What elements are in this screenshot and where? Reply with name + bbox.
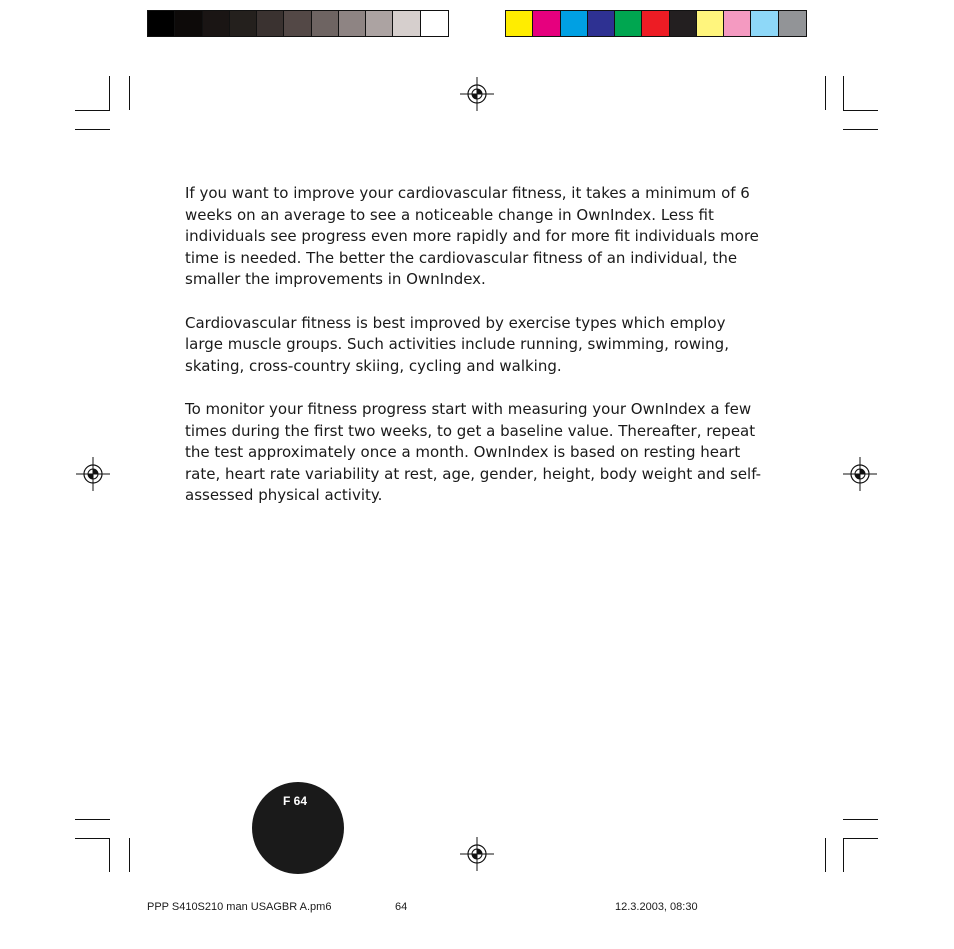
paragraph: To monitor your fitness progress start with measuring your OwnIndex a few times during the first two weeks, to get a baseline value. Thereafter, repeat the test approximately once a month. OwnIndex is based on resting heart rate, heart rate variability at rest, age, gender, height, body weight and self-assessed physical activity. xyxy=(185,399,762,505)
gray-swatch xyxy=(203,11,230,36)
footer-filename: PPP S410S210 man USAGBR A.pm6 xyxy=(147,901,332,913)
registration-mark-icon xyxy=(460,837,494,871)
color-swatch xyxy=(588,11,615,36)
gray-swatch xyxy=(366,11,393,36)
gray-swatch xyxy=(312,11,339,36)
gray-swatch xyxy=(284,11,311,36)
color-swatch xyxy=(561,11,588,36)
crop-mark xyxy=(75,838,110,839)
crop-mark xyxy=(109,76,110,110)
crop-mark xyxy=(129,838,130,872)
crop-mark xyxy=(75,129,110,130)
crop-mark xyxy=(843,838,878,839)
crop-mark xyxy=(825,838,826,872)
crop-mark xyxy=(843,76,844,110)
crop-mark xyxy=(825,76,826,110)
color-swatch xyxy=(779,11,806,36)
paragraph: If you want to improve your cardiovascular fitness, it takes a minimum of 6 weeks on an average to see a noticeable change in OwnIndex. Less fit individuals see progress even more rapidly and for more fit individuals more time is needed. The better the cardiovascular fitness of an individual, the smaller the improvements in OwnIndex. xyxy=(185,184,759,289)
gray-swatch xyxy=(175,11,202,36)
gray-swatch xyxy=(230,11,257,36)
color-swatch xyxy=(615,11,642,36)
crop-mark xyxy=(75,110,110,111)
color-swatch xyxy=(506,11,533,36)
footer-page-number: 64 xyxy=(395,901,408,913)
color-swatch xyxy=(670,11,697,36)
crop-mark xyxy=(843,838,844,872)
color-swatch xyxy=(642,11,669,36)
color-calibration-bar xyxy=(505,10,807,37)
page-number-label: F 64 xyxy=(283,794,308,808)
color-swatch xyxy=(724,11,751,36)
crop-mark xyxy=(843,110,878,111)
crop-mark xyxy=(129,76,130,110)
color-swatch xyxy=(751,11,778,36)
crop-mark xyxy=(109,838,110,872)
grayscale-calibration-bar xyxy=(147,10,449,37)
gray-swatch xyxy=(148,11,175,36)
registration-mark-icon xyxy=(460,77,494,111)
crop-mark xyxy=(843,129,878,130)
body-text xyxy=(185,183,765,529)
footer-timestamp: 12.3.2003, 08:30 xyxy=(615,901,698,913)
crop-mark xyxy=(75,819,110,820)
registration-mark-icon xyxy=(843,457,877,491)
paragraph: Cardiovascular fitness is best improved by exercise types which employ large muscle groups. Such activities include running, swimming, rowing, skating, cross-country skiing, cycling and walking. xyxy=(185,313,729,375)
gray-swatch xyxy=(257,11,284,36)
color-swatch xyxy=(533,11,560,36)
gray-swatch xyxy=(393,11,420,36)
crop-mark xyxy=(843,819,878,820)
gray-swatch xyxy=(421,11,448,36)
color-swatch xyxy=(697,11,724,36)
gray-swatch xyxy=(339,11,366,36)
registration-mark-icon xyxy=(76,457,110,491)
